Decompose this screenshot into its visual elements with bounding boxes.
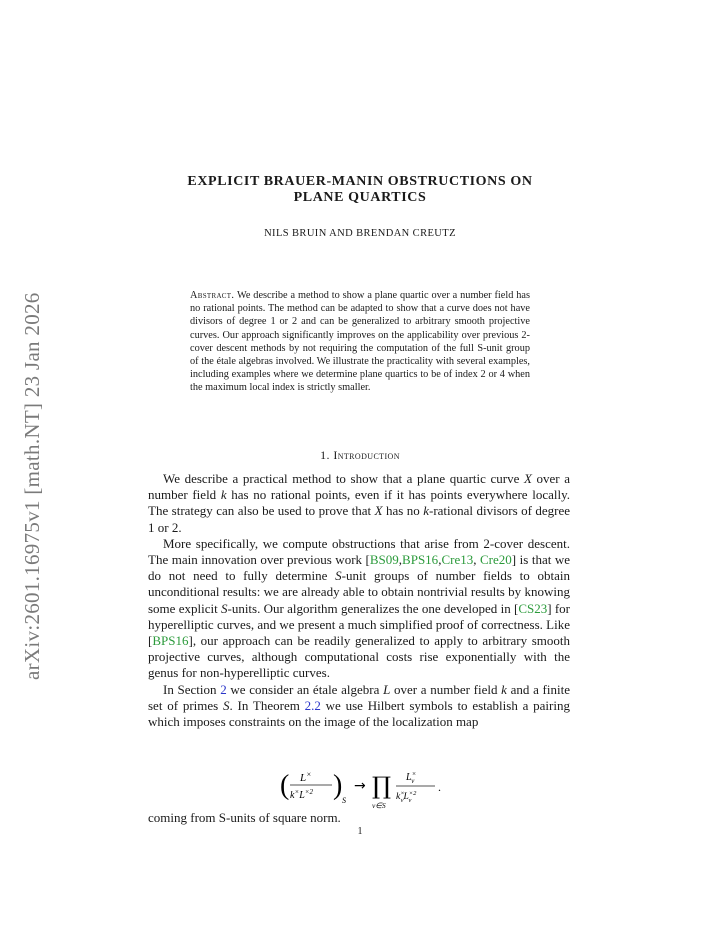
introduction-body [148,471,570,730]
paper-title [150,174,570,206]
product-sign: ∏ [372,772,392,800]
paragraph-3: In Section 2 we consider an étale algebra L over a number field k and a finite set of primes S. In Theorem 2.2 we use Hilbert symbols to establish a pairing which imposes constraints on the image of the localization map [148,681,570,730]
citation-link[interactable]: BPS16 [152,633,189,649]
section-ref-link[interactable]: 2 [220,681,227,697]
section-number: 1. [320,448,330,462]
citation-link[interactable]: Cre13 [441,552,474,568]
citation-link[interactable]: BPS16 [402,552,439,568]
paragraph-2: More specifically, we compute obstructions that arise from 2-cover descent. The main innovation over previous work [BS09,BPS16,Cre13, Cre20] is that we do not need to fully determine S-unit groups of number fields to obtain unconditional results: we are already able to obtain nontrivial results by knowing some explicit S-units. Our algorithm generalizes the one developed in [CS23] for hyperelliptic curves, and we present a much simplified proof of correctness. Like [BPS16], our approach can be readily generalized to apply to arbitrary smooth projective curves, although computational costs rise exponentially with the genus for non-hyperelliptic curves. [148,535,571,681]
title-line-2: PLANE QUARTICS [293,190,427,205]
citation-link[interactable]: BS09 [369,552,399,568]
equation-period: . [438,780,441,794]
paragraph-1: We describe a practical method to show that a plane quartic curve X over a number field k has no rational points, even if it has points everywhere locally. The strategy can also be used to prove that X has no k-rational divisors of degree 1 or 2. [148,471,570,535]
title-line-1: EXPLICIT BRAUER-MANIN OBSTRUCTIONS ON [187,174,533,189]
arxiv-stamp: arXiv:2601.16975v1 [math.NT] 23 Jan 2026 [20,292,44,680]
section-heading [150,448,570,463]
local-numerator: L× v [406,770,417,785]
left-paren: ( [280,770,290,801]
citation-link[interactable]: Cre20 [480,552,512,568]
numerator: L× [300,770,312,784]
authors: NILS BRUIN AND BRENDAN CREUTZ [264,228,456,239]
arrow: → [354,778,366,794]
local-denominator: k× $vL^{\times 2}$ v [396,790,417,804]
theorem-ref-link[interactable]: 2.2 [304,697,321,713]
citation-link[interactable]: CS23 [518,600,548,616]
subscript-s: S [342,796,346,805]
abstract [190,289,530,395]
abstract-text: We describe a method to show a plane quartic over a number field has no rational points. The method can be adapted to show that a curve does not have divisors of degree 1 or 2 and can be generalized to arbitrary smooth projective curves. Our approach significantly improves on the applicability over previous 2-cover descent methods by not requiring the computation of the full S-unit group of the étale algebras involved. We illustrate the practicality with several examples, including examples where we determine plane quartics to be of index 2 or 4 when the maximum local index is strictly smaller. [190,290,530,394]
section-title: Introduction [333,448,400,462]
right-paren: ) [333,770,343,801]
abstract-label: Abstract. [190,290,235,301]
denominator: $k^\times L^{\times 2}$ [290,788,313,801]
localization-map-equation [280,764,480,814]
product-index: v∈S [372,801,386,810]
equation-trailing-text: coming from S-units of square norm. [148,810,341,825]
page-number: 1 [357,826,363,837]
